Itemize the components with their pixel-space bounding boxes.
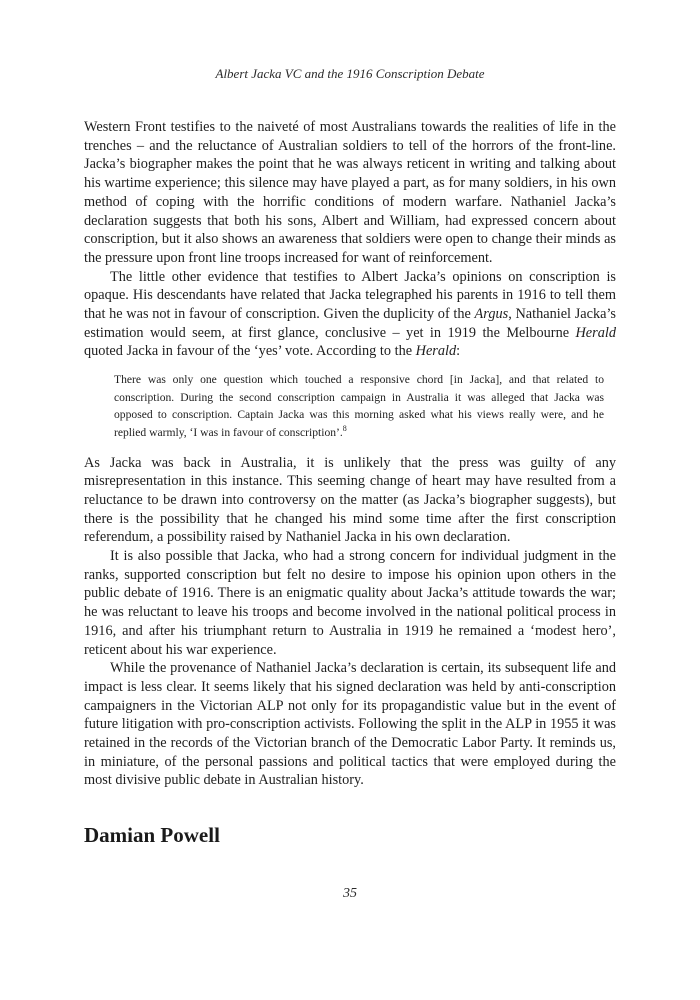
author-byline: Damian Powell [84, 823, 220, 847]
argus-title: Argus [474, 306, 509, 323]
block-quote [84, 371, 616, 441]
paragraph-4: It is also possible that Jacka, who had a strong concern for individual judgment in the ranks, supported conscription but felt no desire to impose his opinion upon others in the public debate of 1916. There is an enigmatic quality about Jacka’s attitude towards the war; he was reluctant to leave his troops and become involved in the national political process in 1916, and after his triumphant return to Australia in 1919 he remained a ‘modest hero’, reticent about his war experience. [84, 548, 616, 658]
paragraph-5: While the provenance of Nathaniel Jacka’s declaration is certain, its subsequent life and impact is less clear. It seems likely that his signed declaration was held by anti-conscription campaigners in the Victorian ALP not only for its propagandistic value but in the event of future litigation with pro-conscription activists. Following the split in the ALP in 1955 it was retained in the records of the Victorian branch of the Democratic Labor Party. It reminds us, in miniature, of the personal passions and political tactics that were employed during the most divisive public debate in Australian history. [84, 660, 616, 789]
paragraph-2 [84, 268, 616, 362]
herald-title: Herald [575, 324, 616, 341]
paragraph-2-text-c: quoted Jacka in favour of the ‘yes’ vote. According to the [84, 343, 416, 360]
paragraph-3: As Jacka was back in Australia, it is unlikely that the press was guilty of any misrepresentation in this instance. This seeming change of heart may have resulted from a reluctance to be drawn into controversy on the matter (as Jacka’s biographer suggests), but there is the possibility that he changed his mind some time after the first conscription referendum, a possibility raised by Nathaniel Jacka in his own declaration. [84, 454, 616, 546]
article-body [84, 118, 616, 790]
footnote-marker[interactable]: 8 [342, 424, 347, 434]
quote-text: There was only one question which touched a responsive chord [in Jacka], and that related to conscription. During the second conscription campaign in Australia it was alleged that Jacka was opposed to conscription. Captain Jacka was this morning asked what his views really were, and he replied warmly, ‘I was in favour of conscription’. [114, 373, 604, 439]
page-number: 35 [343, 886, 357, 901]
paragraph-2-text-b: , Nathaniel Jacka’s estimation would seem, at first glance, conclusive – yet in 1919 the Melbourne [84, 306, 616, 341]
herald-title-2: Herald [415, 343, 457, 360]
paragraph-2-text-d: : [456, 343, 461, 360]
paragraph-1: Western Front testifies to the naiveté of most Australians towards the realities of life in the trenches – and the reluctance of Australian soldiers to tell of the horrors of the front-line. Jacka’s biographer makes the point that he was always reticent in writing and talking about his wartime experience; this silence may have played a part, as for many soldiers, in his own method of coping with the horrific conditions of modern warfare. Nathaniel Jacka’s declaration suggests that both his sons, Albert and William, had expressed concern about conscription, but it also shows an awareness that soldiers were open to change their minds as the pressure upon front line troops increased for want of reinforcement. [84, 119, 616, 266]
running-header: Albert Jacka VC and the 1916 Conscription Debate [215, 66, 485, 81]
paragraph-2-text-a: The little other evidence that testifies to Albert Jacka’s opinions on conscription is opaque. His descendants have related that Jacka telegraphed his parents in 1916 to tell them that he was not in favour of conscription. Given the duplicity of the [84, 268, 616, 323]
